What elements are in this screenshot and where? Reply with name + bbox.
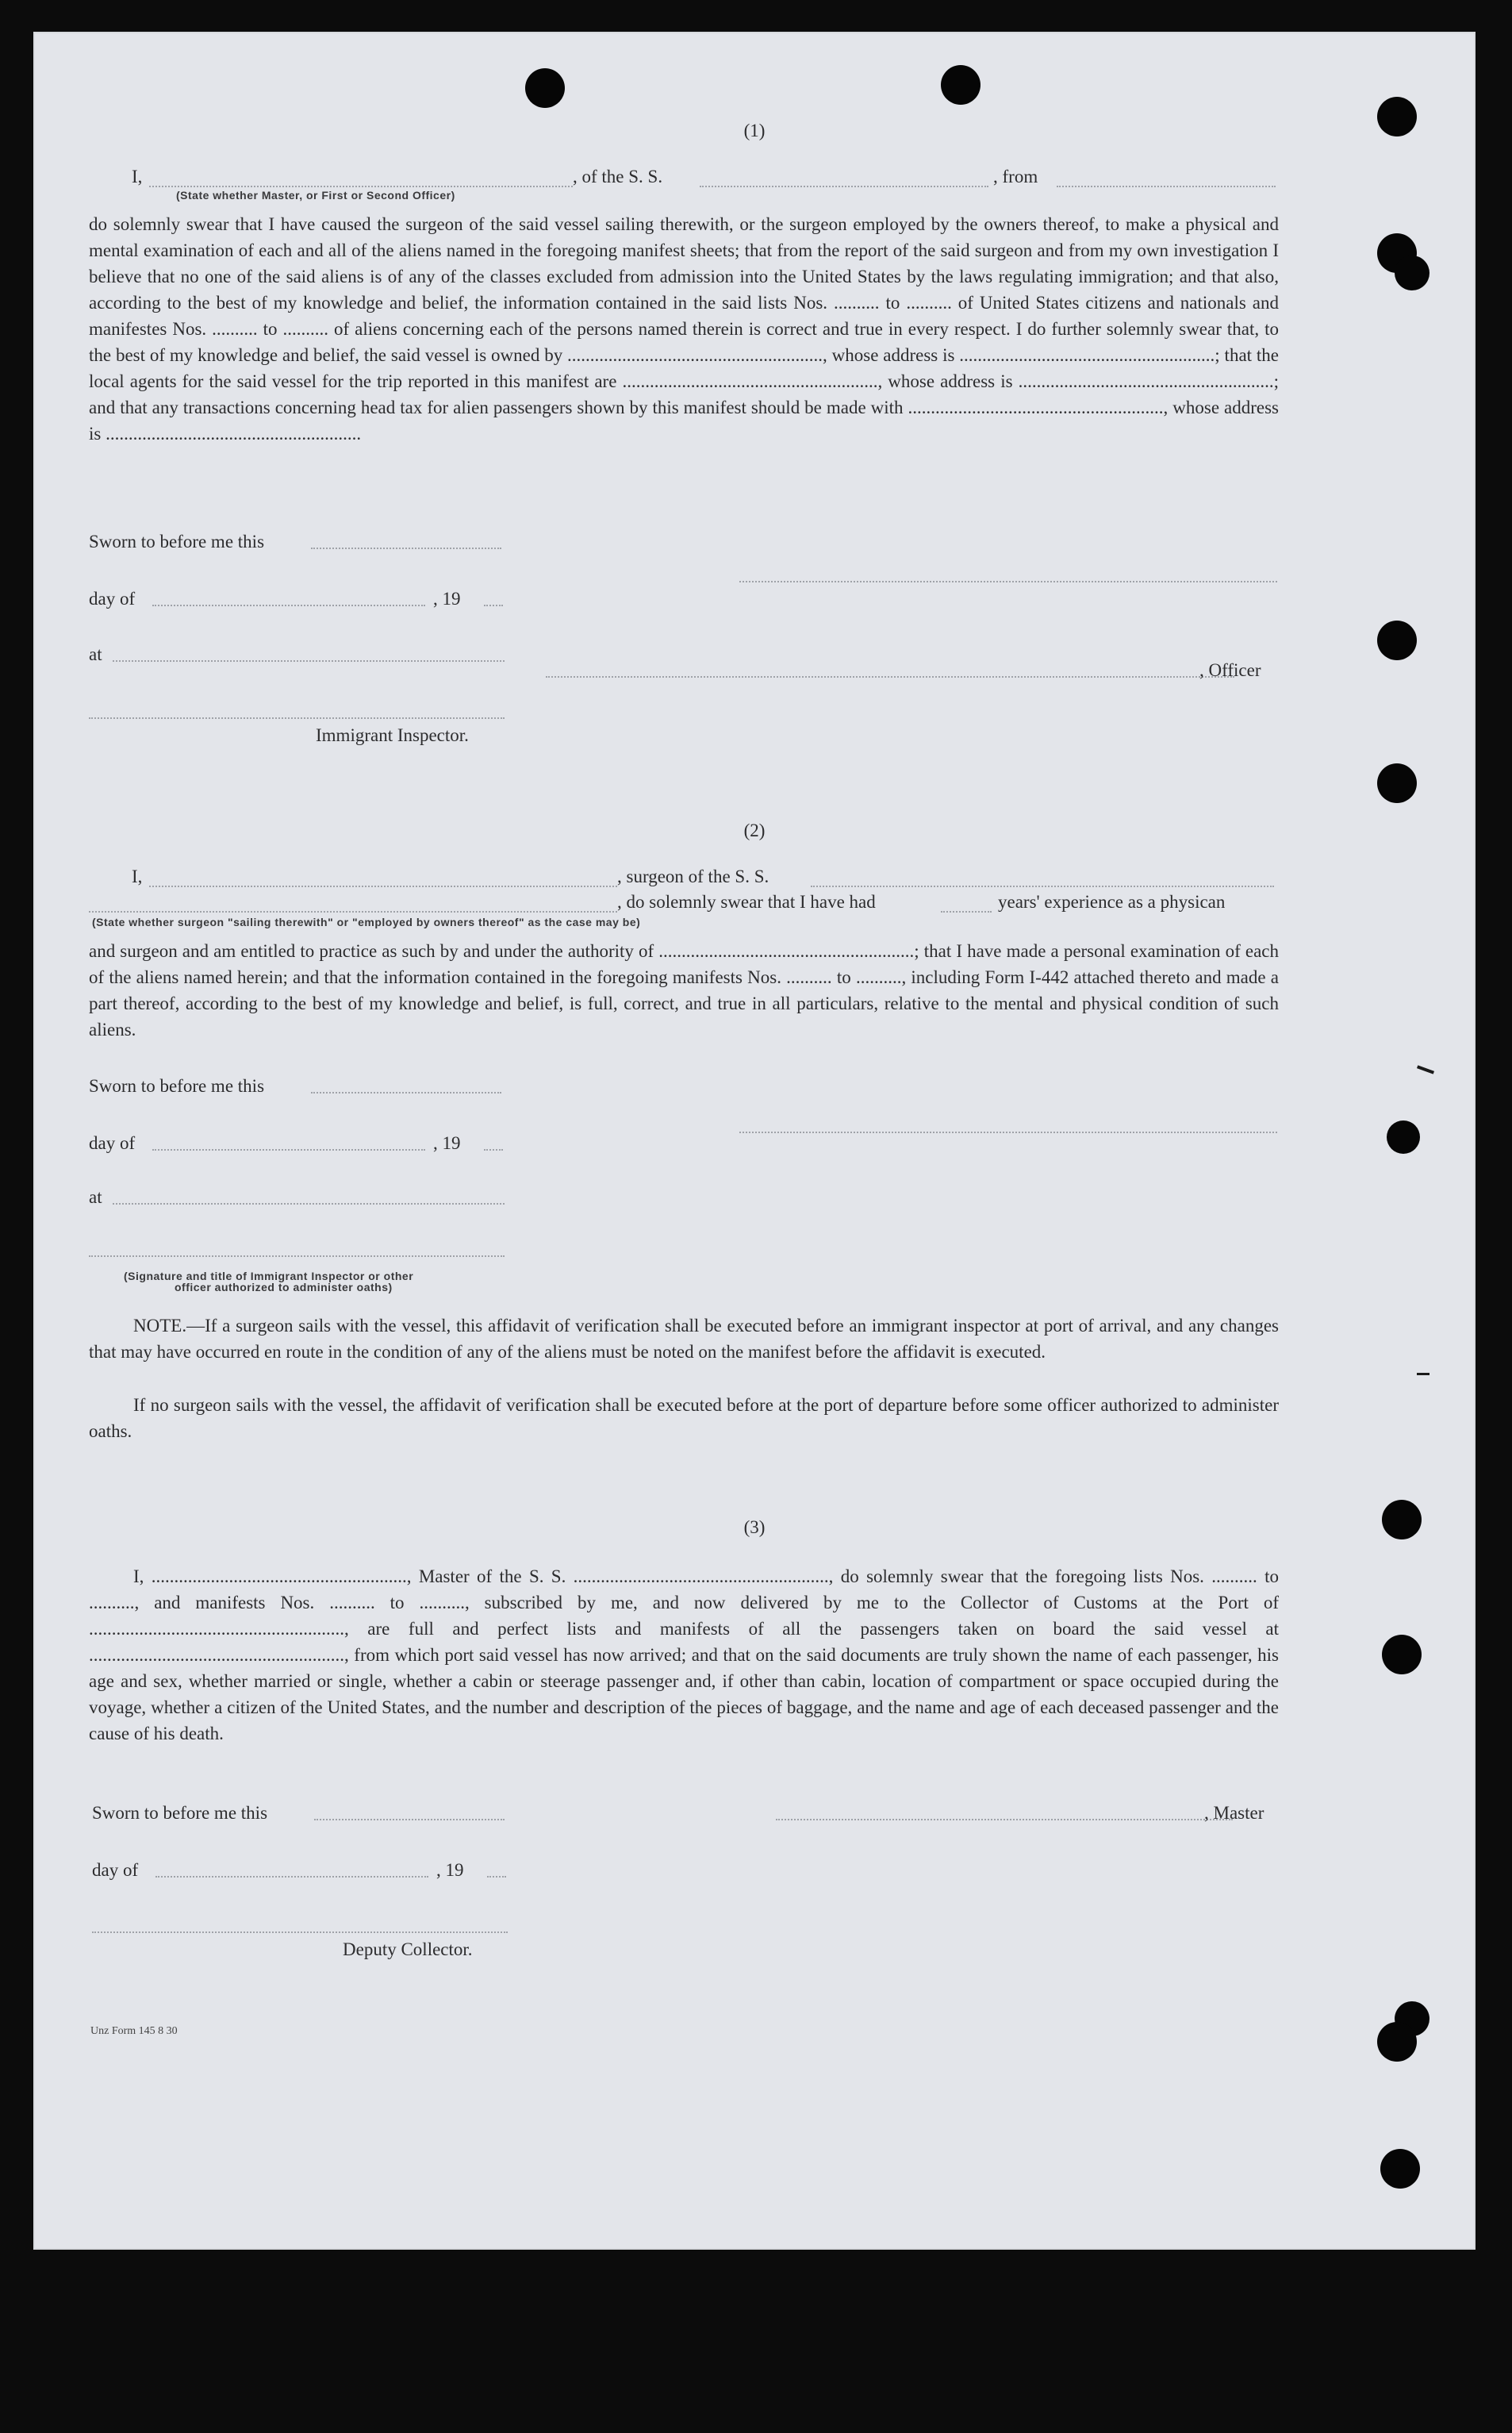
- form-sheet: [33, 32, 1476, 2250]
- fill-in-line: [484, 1149, 503, 1151]
- signature-line: [739, 1132, 1277, 1133]
- form-line: , of the S. S.: [573, 167, 663, 186]
- punch-hole: [1377, 2022, 1417, 2062]
- fill-in-line: [92, 1931, 508, 1933]
- fill-in-line: [89, 911, 617, 913]
- inspector-label: Immigrant Inspector.: [316, 725, 469, 745]
- year-label: , 19: [433, 589, 461, 609]
- signature-line: [776, 1819, 1233, 1820]
- form-line: I,: [132, 167, 143, 186]
- punch-hole: [1377, 763, 1417, 803]
- form-line: , from: [993, 167, 1038, 186]
- fill-in-line: [700, 186, 988, 187]
- fill-in-line: [487, 1876, 506, 1878]
- note-text: If no surgeon sails with the vessel, the affidavit of verification shall be executed before at the port of departure before some officer authorized to administer oaths.: [89, 1395, 1279, 1441]
- form-line: , surgeon of the S. S.: [617, 867, 769, 886]
- fill-in-line: [484, 605, 503, 606]
- sworn-label: Sworn to before me this: [89, 532, 265, 552]
- fill-in-line: [152, 605, 425, 606]
- note-text: NOTE.—If a surgeon sails with the vessel, this affidavit of verification shall be executed before an immigrant inspector at port of arrival, and any changes that may have occurred en route in the condition of any of the aliens must be noted on the manifest before the affidavit is executed.: [89, 1316, 1279, 1362]
- punch-hole: [525, 68, 565, 108]
- form-line: , do solemnly swear that I have had: [617, 892, 876, 912]
- punch-hole: [1387, 1120, 1420, 1154]
- margin-mark: [1417, 1373, 1429, 1375]
- sworn-label: Sworn to before me this: [92, 1803, 268, 1823]
- section-number: (2): [743, 821, 766, 840]
- section-number: (3): [743, 1517, 766, 1537]
- master-label: , Master: [1204, 1803, 1264, 1823]
- signature-note: (Signature and title of Immigrant Inspector or other: [124, 1270, 414, 1282]
- form-line: years' experience as a physican: [998, 892, 1226, 912]
- fill-in-line: [149, 886, 617, 887]
- day-label: day of: [89, 1133, 136, 1153]
- oath-text: I, ........................................................, Master of the S. S. ........................................................, do solemnly swear that the foregoing lists Nos. .......... to .........., and manifests Nos. .......... to .........., subscribed by me, and now delivered by me to the Collector of Customs at the Port of ........................................................, are full and perfect lists and manifests of all the passengers taken on board the said vessel at ........................................................, from which port said vessel has now arrived; and that on the said documents are truly shown the name of each passenger, his age and sex, whether married or single, whether a cabin or steerage passenger and, if other than cabin, location of compartment or space occupied during the voyage, whether a citizen of the United States, and the number and description of the pieces of baggage, and the name and age of each deceased passenger and the cause of his death.: [89, 1566, 1279, 1743]
- fill-in-line: [941, 911, 992, 913]
- fill-in-line: [149, 186, 573, 187]
- fill-in-line: [311, 1092, 501, 1094]
- fill-in-line: [811, 886, 1274, 887]
- officer-label: , Officer: [1199, 660, 1261, 680]
- deputy-label: Deputy Collector.: [343, 1939, 473, 1959]
- section-number: (1): [743, 121, 766, 140]
- fill-in-line: [311, 548, 501, 549]
- form-line: I,: [132, 867, 143, 886]
- year-label: , 19: [436, 1860, 464, 1880]
- punch-hole: [1377, 621, 1417, 660]
- punch-hole: [1395, 256, 1429, 290]
- signature-line: [739, 581, 1277, 582]
- punch-hole: [941, 65, 980, 105]
- form-identifier: Unz Form 145 8 30: [90, 2025, 178, 2037]
- fill-in-line: [89, 717, 505, 719]
- year-label: , 19: [433, 1133, 461, 1153]
- fill-in-line: [89, 1255, 505, 1257]
- fill-in-line: [113, 660, 505, 662]
- instruction-note: (State whether Master, or First or Second Officer): [176, 189, 455, 202]
- day-label: day of: [89, 589, 136, 609]
- oath-text: do solemnly swear that I have caused the surgeon of the said vessel sailing therewith, or the surgeon employed by the owners thereof, to make a physical and mental examination of each and all of the aliens named in the foregoing manifest sheets; that from the report of the said surgeon and from my own investigation I believe that no one of the said aliens is of any of the classes excluded from admission into the United States by the laws regulating immigration; and that also, according to the best of my knowledge and belief, the information contained in the said lists Nos. .......... to .......... of United States citizens and nationals and manifestes Nos. .......... to .......... of aliens concerning each of the persons named therein is correct and true in every respect. I do further solemnly swear that, to the best of my knowledge and belief, the said vessel is owned by ........................................................, whose address is ........................................................; that the local agents for the said vessel for the trip reported in this manifest are ........................................................, whose address is ........................................................; and that any transactions concerning head tax for alien passengers shown by this manifest should be made with ........................................................, whose address is ........................................................: [89, 214, 1279, 444]
- instruction-note: (State whether surgeon "sailing therewith" or "employed by owners thereof" as the case may be): [92, 916, 641, 928]
- fill-in-line: [155, 1876, 428, 1878]
- margin-mark: [1417, 1065, 1434, 1074]
- punch-hole: [1382, 1635, 1422, 1674]
- fill-in-line: [113, 1203, 505, 1205]
- fill-in-line: [1057, 186, 1276, 187]
- day-label: day of: [92, 1860, 139, 1880]
- at-label: at: [89, 1187, 102, 1207]
- at-label: at: [89, 644, 102, 664]
- signature-note: officer authorized to administer oaths): [175, 1281, 393, 1293]
- fill-in-line: [314, 1819, 505, 1820]
- oath-text: and surgeon and am entitled to practice as such by and under the authority of ........................................................; that I have made a personal examination of each of the aliens named herein; and that the information contained in the foregoing manifests Nos. .......... to .........., including Form I-442 attached thereto and made a part thereof, according to the best of my knowledge and belief, is full, correct, and true in all particulars, relative to the mental and physical condition of such aliens.: [89, 941, 1279, 1040]
- fill-in-line: [546, 676, 1234, 678]
- punch-hole: [1380, 2149, 1420, 2189]
- sworn-label: Sworn to before me this: [89, 1076, 265, 1096]
- fill-in-line: [152, 1149, 425, 1151]
